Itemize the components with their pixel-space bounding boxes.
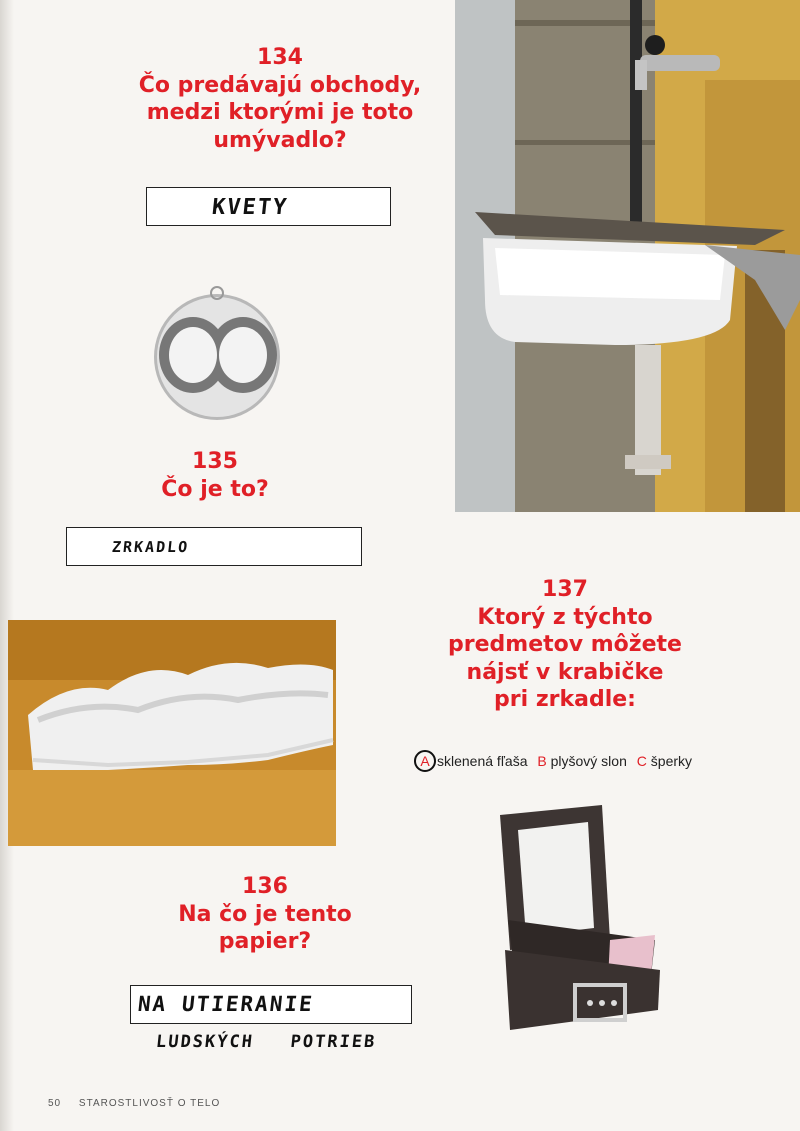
q137-options [414, 750, 698, 772]
q134-answer: KVETY [210, 195, 290, 220]
q135-answer: ZRKADLO [111, 538, 191, 556]
mirror-box-photo [490, 800, 670, 1040]
q135-answer-box[interactable] [66, 527, 362, 566]
sink-photo [455, 0, 800, 512]
q137-option-a[interactable]: A sklenená fľaša [414, 753, 527, 769]
answer-circle-icon: A [414, 750, 436, 772]
q136-answer-line2: LUDSKÝCH POTRIEB [154, 1032, 378, 1052]
page-edge [0, 0, 14, 1131]
paper-photo [8, 620, 336, 846]
q134-question: Čo predávajú obchody, medzi ktorými je toto umývadlo? [138, 72, 422, 153]
page-number: 50 [48, 1098, 62, 1109]
q137-option-c[interactable]: C šperky [636, 753, 693, 769]
q136-question: Na čo je tento papier? [178, 901, 352, 954]
q135-question: Čo je to? [161, 476, 269, 502]
page-footer [48, 1098, 220, 1109]
q136-answer-line1: NA UTIERANIE [136, 992, 315, 1016]
q137-question: Ktorý z týchto predmetov môžete nájsť v krabičke pri zrkadle: [448, 604, 682, 712]
q137-number: 137 [542, 577, 588, 602]
q137-option-b[interactable]: B plyšový slon [537, 753, 627, 769]
mirror-object-photo [148, 285, 286, 423]
q134-number: 134 [257, 45, 303, 70]
q135-title [100, 448, 330, 503]
q134-title [100, 44, 460, 154]
q137-title [410, 576, 720, 714]
q136-title [150, 873, 380, 956]
section-title: STAROSTLIVOSŤ O TELO [78, 1098, 221, 1109]
q135-number: 135 [192, 449, 238, 474]
q136-number: 136 [242, 874, 288, 899]
